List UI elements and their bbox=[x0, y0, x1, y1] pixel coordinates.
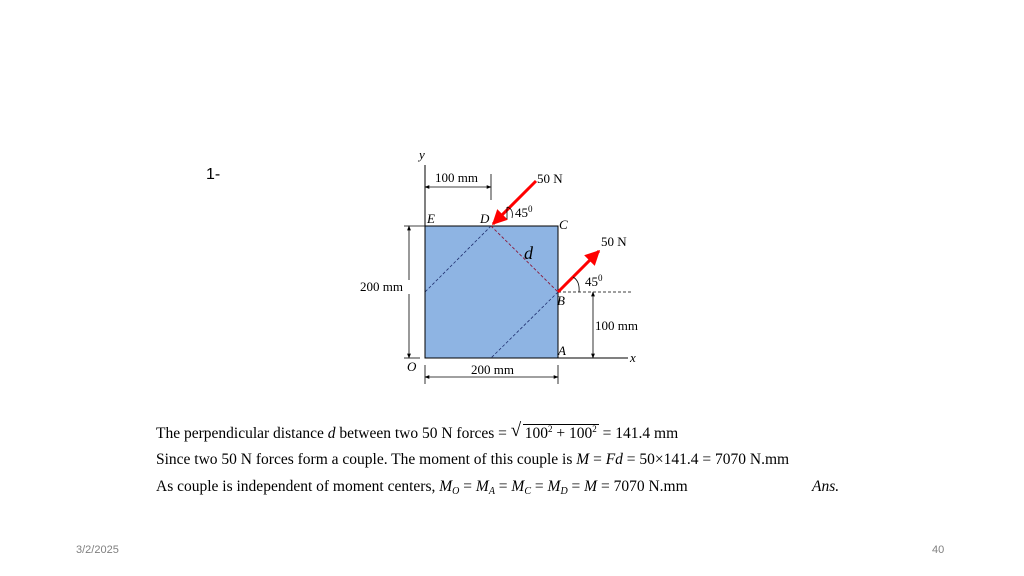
dim-top-label: 100 mm bbox=[435, 170, 478, 185]
y-axis-label: y bbox=[419, 147, 425, 162]
dim-bottom-label: 200 mm bbox=[471, 362, 514, 377]
force-top-label: 50 N bbox=[537, 171, 563, 186]
solution-line-2: Since two 50 N forces form a couple. The moment of this couple is M = Fd = 50×141.4 = 7070 N.mm bbox=[156, 451, 790, 468]
problem-number: 1- bbox=[206, 166, 221, 183]
angle-right-arc bbox=[573, 277, 579, 292]
dim-right-label: 100 mm bbox=[595, 318, 638, 333]
x-axis-label: x bbox=[630, 350, 636, 365]
point-A: A bbox=[558, 343, 566, 358]
solution-line-3: As couple is independent of moment centers, $M_O = M_A = M_C = M_D = M = 7070$ N.mm bbox=[156, 478, 688, 497]
answer-label: Ans. bbox=[812, 478, 840, 495]
solution-line-1: The perpendicular distance d between two 50 N forces = √ $100^2 + 100^2 = 141.4$ mm bbox=[156, 420, 679, 442]
origin-label: O bbox=[407, 359, 417, 374]
page-number: 40 bbox=[932, 544, 945, 556]
point-E: E bbox=[427, 211, 435, 226]
point-B: B bbox=[557, 293, 565, 308]
distance-d-label: d bbox=[524, 243, 533, 263]
angle-top-label: $45^0$ bbox=[515, 204, 533, 220]
point-C: C bbox=[559, 217, 568, 232]
footer-date: 3/2/2025 bbox=[76, 544, 119, 556]
plate bbox=[425, 226, 558, 358]
dim-left-label: 200 mm bbox=[360, 279, 403, 294]
angle-right-label: $45^0$ bbox=[585, 273, 603, 289]
point-D: D bbox=[480, 211, 490, 226]
force-right-label: 50 N bbox=[601, 234, 627, 249]
